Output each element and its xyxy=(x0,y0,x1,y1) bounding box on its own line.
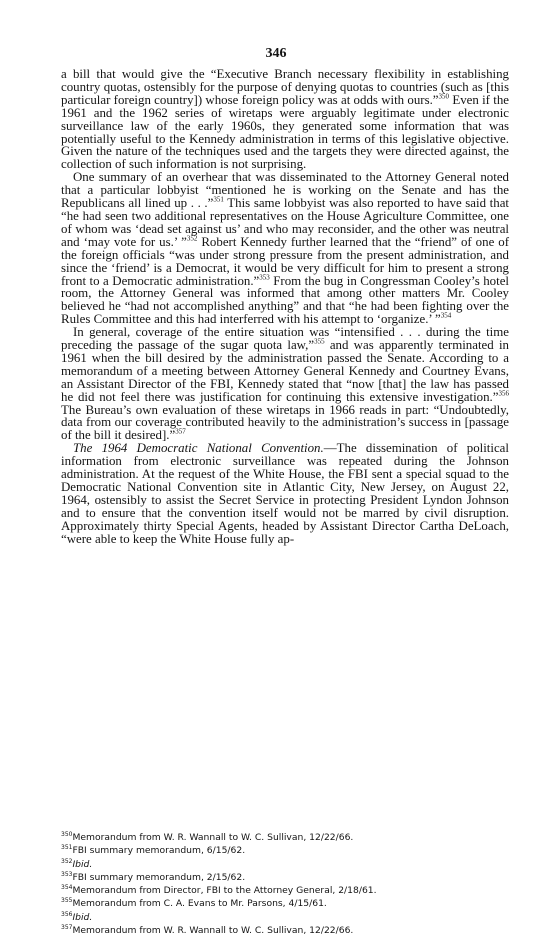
paragraph-text: The Bureau’s own evaluation of these wiretaps in 1966 reads in part: “Undoubtedly, data from our coverage contributed heavily to the administration’s success in [passage of the bill it desired].” xyxy=(61,402,509,443)
footnote xyxy=(61,843,509,856)
paragraph-text: Robert Kennedy further learned that the “friend” of one of the foreign officials “was under strong pressure from the present administration, and since the ‘friend’ is a Democrat, it would be very difficult for him to present a strong front to a Democratic administration.” xyxy=(61,234,509,288)
footnote xyxy=(61,857,509,870)
paragraph-4 xyxy=(61,442,509,545)
paragraph-text: a bill that would give the “Executive Branch necessary flexibility in establishing country quotas, ostensibly for the purpose of denying quotas to countries (such as [this particular foreign country]) whose foreign policy was at odds with ours.” xyxy=(61,67,509,107)
footnote-number: 352 xyxy=(61,857,73,865)
footnote-text: Memorandum from W. R. Wannall to W. C. Sullivan, 12/22/66. xyxy=(72,832,354,844)
footnote-number: 357 xyxy=(61,923,73,931)
footnote xyxy=(61,870,509,883)
footnote-ref: 352 xyxy=(186,234,198,243)
footnote-number: 351 xyxy=(61,844,73,852)
footnote-text: FBI summary memorandum, 2/15/62. xyxy=(72,871,246,883)
footnote xyxy=(61,923,509,936)
footnote-text: Memorandum from Director, FBI to the Attorney General, 2/18/61. xyxy=(72,885,377,897)
section-heading: The 1964 Democratic National Convention. xyxy=(73,441,324,456)
footnote xyxy=(61,896,509,909)
footnotes xyxy=(61,830,509,936)
footnote-text: FBI summary memorandum, 6/15/62. xyxy=(72,845,246,857)
paragraph-1 xyxy=(61,68,509,171)
paragraph-text: —The dissemination of political information from electronic surveillance was repeated during the Johnson administration. At the request of the White House, the FBI sent a special squad to the Democratic National Convention site in Atlantic City, New Jersey, on August 22, 1964, ostensibly to assist the Secret Service in protecting President Lyndon Johnson and to ensure that the convention itself would not be marred by civil disruption. Approximately thirty Special Agents, headed by Assistant Director Cartha DeLoach, “were able to keep the White House fully ap- xyxy=(61,441,509,546)
paragraph-text: In general, coverage of the entire situation was “intensified . . . during the time preceding the passage of the sugar quota law,” xyxy=(61,325,509,353)
footnote-text: Memorandum from W. R. Wannall to W. C. Sullivan, 12/22/66. xyxy=(72,924,354,936)
footnote xyxy=(61,883,509,896)
footnote-ref: 357 xyxy=(175,428,186,437)
footnote-text: Memorandum from C. A. Evans to Mr. Parsons, 4/15/61. xyxy=(72,898,327,910)
footnote-ref: 356 xyxy=(498,389,509,398)
paragraph-text: One summary of an overhear that was disseminated to the Attorney General noted that a particular lobbyist “mentioned he is working on the Senate and has the Republicans all lined up . . .” xyxy=(61,170,509,211)
paragraph-text: From the bug in Congressman Cooley’s hotel room, the Attorney General was informed that among other matters Mr. Cooley believed he “had not accomplished anything” and that “he had been fighting over the Rules Committee and this had interferred with his attempt to ‘organize.’ ” xyxy=(61,273,509,327)
footnote xyxy=(61,830,509,843)
paragraph-text: Even if the 1961 and the 1962 series of wiretaps were arguably legitimate under electronic surveillance law of the early 1960s, they generated some information that was potentially useful to the Kennedy administration in terms of this legislative objective. Given the nature of the techniques used and the targets they were directed against, the collection of such information is not surprising. xyxy=(61,92,510,172)
footnote-number: 354 xyxy=(61,884,73,892)
footnote-number: 356 xyxy=(61,910,73,918)
body-text xyxy=(61,68,509,546)
footnote-text: Ibid. xyxy=(72,911,93,923)
footnote-ref: 353 xyxy=(259,273,270,282)
paragraph-text: This same lobbyist was also reported to have said that “he had seen two additional representatives on the House Agriculture Committee, one of whom was ‘dead set against us’ and who may reconsider, and the other was neutral and ‘may vote for us.’ ” xyxy=(61,196,510,249)
paragraph-3 xyxy=(61,326,509,442)
footnote-number: 350 xyxy=(61,831,73,838)
page-number: 346 xyxy=(265,46,287,61)
paragraph-2 xyxy=(61,171,509,326)
footnote-text: Ibid. xyxy=(72,858,93,870)
footnote-number: 353 xyxy=(61,870,73,878)
footnote-ref: 354 xyxy=(440,311,452,320)
footnote-number: 355 xyxy=(61,897,73,905)
footnote-ref: 351 xyxy=(213,195,224,204)
footnote-ref: 350 xyxy=(438,92,450,101)
footnote xyxy=(61,910,509,923)
paragraph-text: and was apparently terminated in 1961 when the bill desired by the administration passed the Senate. According to a memorandum of a meeting between Attorney General Kennedy and Courtney Evans, an Assistant Director of the FBI, Kennedy stated that “now [that] the law has passed he did not feel there was justification for continuing this extensive investigation.” xyxy=(61,338,509,404)
footnote-ref: 355 xyxy=(314,337,325,346)
